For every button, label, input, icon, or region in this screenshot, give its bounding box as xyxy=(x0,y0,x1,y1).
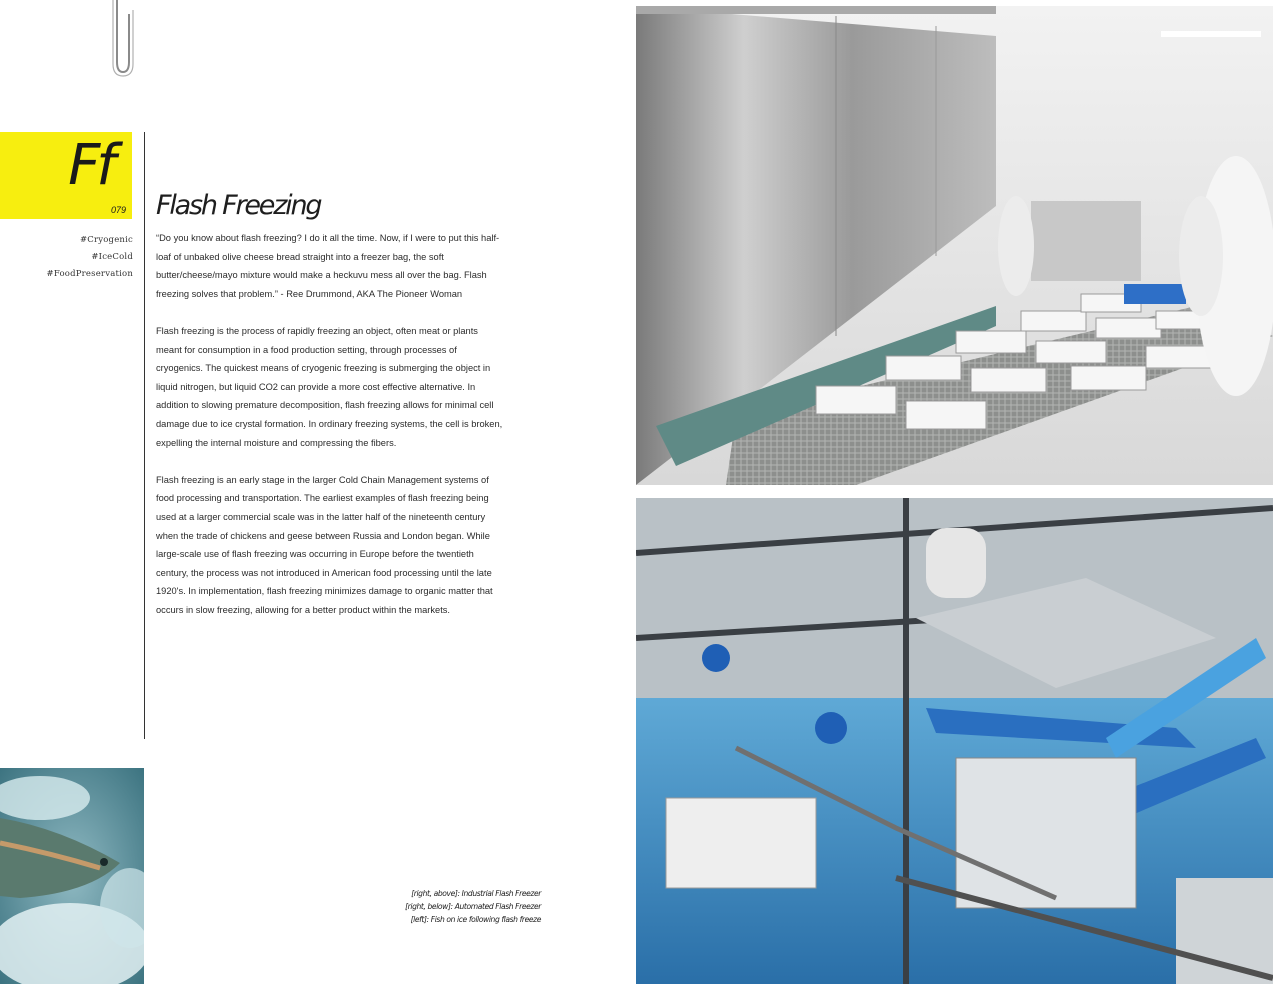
article-paragraph: “Do you know about flash freezing? I do it all the time. Now, if I were to put this half-loaf of unbaked olive cheese bread straight into a freezer bag, the soft butter/cheese/mayo mixture would make a heckuvu mess all over the bag. Flash freezing solves that problem.” - Ree Drummond, AKA The Pioneer Woman xyxy=(156,233,500,299)
article-paragraph: Flash freezing is the process of rapidly freezing an object, often meat or plants meant for consumption in a food production setting, through processes of cryogenics. The quickest means of cryogenic freezing is submerging the object in liquid nitrogen, but liquid CO2 can provide a more cost effective alternative. In addition to slowing premature decomposition, flash freezing allows for minimal cell damage due to ice crystal formation. In ordinary freezing systems, the cell is broken, expelling the internal moisture and compressing the fibers. xyxy=(156,325,503,448)
hashtag: #Cryogenic xyxy=(79,235,133,245)
article-paragraph: Flash freezing is an early stage in the larger Cold Chain Management systems of food processing and transportation. The earliest examples of flash freezing being used at a larger commercial scale was in the latter half of the nineteenth century when the trade of chickens and geese between Russia and London began. While large-scale use of flash freezing was occurring in Europe before the twentieth century, the process was not introduced in American food processing until the late 1920's. In implementation, flash freezing minimizes damage to organic matter that occurs in slow freezing, allowing for a better product within the markets. xyxy=(156,474,493,615)
vertical-divider xyxy=(144,132,145,739)
page-number: 079 xyxy=(110,205,126,215)
article-title: Flash Freezing xyxy=(156,190,321,221)
fish-on-ice-photo xyxy=(0,768,144,984)
caption: [left]: Fish on ice following flash freeze xyxy=(410,915,541,924)
hashtag: #FoodPreservation xyxy=(46,269,133,279)
hashtag: #IceCold xyxy=(91,252,133,262)
caption: [right, above]: Industrial Flash Freezer xyxy=(411,889,541,898)
article-body xyxy=(156,229,506,638)
hashtag-list xyxy=(47,232,134,283)
paperclip-icon xyxy=(108,0,136,78)
index-letter-tab xyxy=(0,132,132,219)
industrial-freezer-photo xyxy=(636,6,1273,485)
index-letter: Ff xyxy=(68,133,112,198)
automated-freezer-photo xyxy=(636,498,1273,984)
caption: [right, below]: Automated Flash Freezer xyxy=(405,902,541,911)
photo-captions xyxy=(405,887,541,926)
